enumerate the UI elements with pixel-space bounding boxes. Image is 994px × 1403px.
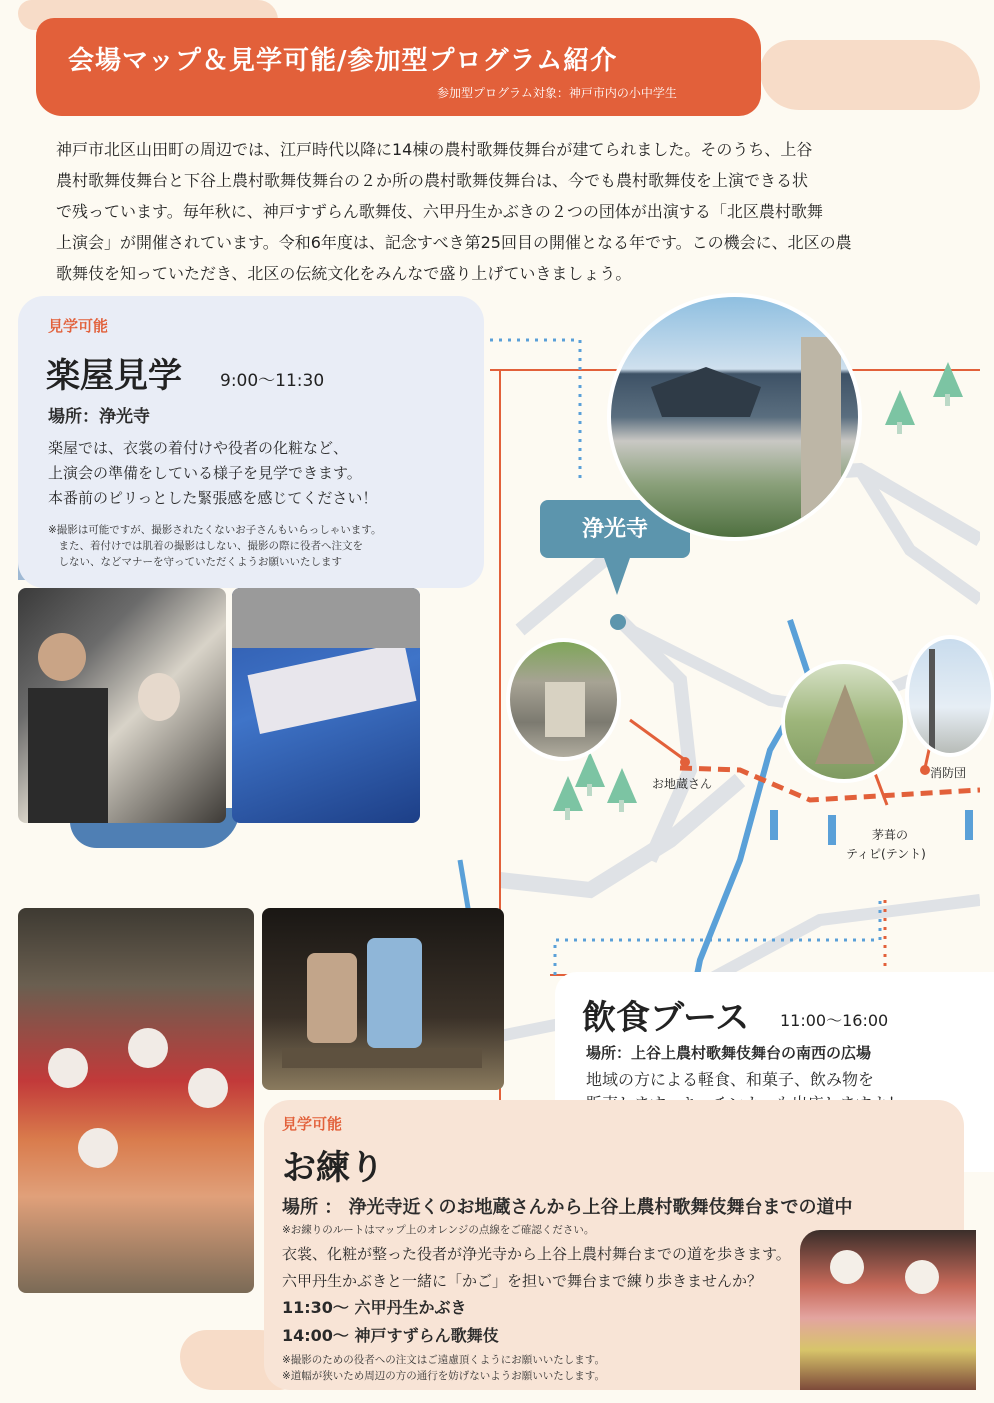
intro-line: 上演会」が開催されています。令和6年度は、記念すべき第25回目の開催となる年です。この機会に、北区の農 [56, 233, 852, 252]
pin-dot [920, 765, 930, 775]
gakuya-notes [48, 522, 381, 570]
note-line: しない、などマナーを守っていただくようお願いいたします [48, 556, 342, 568]
note-line: ※撮影は可能ですが、撮影されたくないお子さんもいらっしゃいます。 [48, 524, 382, 536]
oneri-place: 場所 ： 浄光寺近くのお地蔵さんから上谷上農村歌舞伎舞台までの道中 [282, 1197, 853, 1218]
food-place: 場所：上谷上農村歌舞伎舞台の南西の広場 [586, 1044, 872, 1062]
note-line: ※撮影のための役者への注文はご遠慮頂くようにお願いいたします。 [282, 1354, 605, 1366]
oneri-tag: 見学可能 [282, 1115, 343, 1133]
oneri-notes [282, 1352, 605, 1384]
bg-blob [760, 40, 980, 110]
schedule-line: 14:00〜 神戸すずらん歌舞伎 [282, 1326, 499, 1345]
page-subtitle: 参加型プログラム対象：神戸市内の小中学生 [437, 86, 677, 100]
pin-line [630, 720, 685, 760]
kayabuki-label: ティピ(テント) [846, 847, 926, 861]
page-title: 会場マップ＆見学可能/参加型プログラム紹介 [68, 46, 618, 76]
kayabuki-photo [781, 660, 907, 783]
oneri-route-note: ※お練りのルートはマップ上のオレンジの点線をご確認ください。 [282, 1224, 595, 1236]
intro-text [56, 134, 978, 289]
oneri-body [282, 1241, 791, 1295]
food-title: 飲食ブース [582, 998, 750, 1038]
intro-line: 農村歌舞伎舞台と下谷上農村歌舞伎舞台の２か所の農村歌舞伎舞台は、今でも農村歌舞伎を上演できる状 [56, 171, 809, 190]
shobodan-label: 消防団 [930, 766, 967, 780]
costume-photo [232, 588, 420, 823]
body-line: 上演会の準備をしている様子を見学できます。 [48, 464, 362, 482]
ojizo-photo [506, 638, 621, 761]
gakuya-place: 場所：浄光寺 [48, 407, 150, 427]
body-line: 地域の方による軽食、和菓子、飲み物を [586, 1070, 875, 1089]
intro-line: で残っています。毎年秋に、神戸すずらん歌舞伎、六甲丹生かぶきの２つの団体が出演する「北区農村歌舞 [56, 202, 823, 221]
temple-photo [607, 293, 862, 541]
intro-line: 神戸市北区山田町の周辺では、江戸時代以降に14棟の農村歌舞伎舞台が建てられました。そのうち、上谷 [56, 140, 813, 159]
body-line: 衣裳、化粧が整った役者が浄光寺から上谷上農村舞台までの道を歩きます。 [282, 1245, 791, 1263]
kayabuki-label: 茅葺の [872, 828, 909, 842]
note-line: ※道幅が狭いため周辺の方の通行を妨げないようお願いいたします。 [282, 1370, 605, 1382]
food-time: 11:00〜16:00 [780, 1011, 889, 1030]
body-line: 六甲丹生かぶきと一緒に「かご」を担いで舞台まで練り歩きませんか？ [282, 1272, 763, 1290]
ojizo-label: お地蔵さん [652, 777, 713, 791]
oneri-title: お練り [282, 1148, 384, 1188]
pin-dot [680, 757, 690, 767]
gakuya-body [48, 436, 377, 511]
temple-label-text: 浄光寺 [581, 516, 648, 542]
gakuya-time: 9:00〜11:30 [220, 371, 325, 391]
makeup-photo [18, 588, 226, 823]
shobodan-photo [905, 635, 994, 757]
gakuya-tag: 見学可能 [48, 317, 109, 335]
oneri-schedule [282, 1294, 499, 1350]
temple-label-pointer [603, 555, 631, 595]
intro-line: 歌舞伎を知っていただき、北区の伝統文化をみんなで盛り上げていきましょう。 [56, 264, 632, 283]
body-line: 本番前のピリっとした緊張感を感じてください！ [48, 489, 378, 507]
map-dotted [490, 340, 580, 480]
note-line: また、着付けでは肌着の撮影はしない、撮影の際に役者へ注文を [48, 540, 363, 552]
schedule-line: 11:30〜 六甲丹生かぶき [282, 1298, 467, 1317]
oneri-photo [800, 1230, 976, 1390]
temple-pin-dot [610, 614, 626, 630]
children-photo [262, 908, 504, 1090]
gakuya-title: 楽屋見学 [46, 356, 182, 396]
cast-photo [18, 908, 254, 1293]
body-line: 楽屋では、衣裳の着付けや役者の化粧など、 [48, 439, 349, 457]
